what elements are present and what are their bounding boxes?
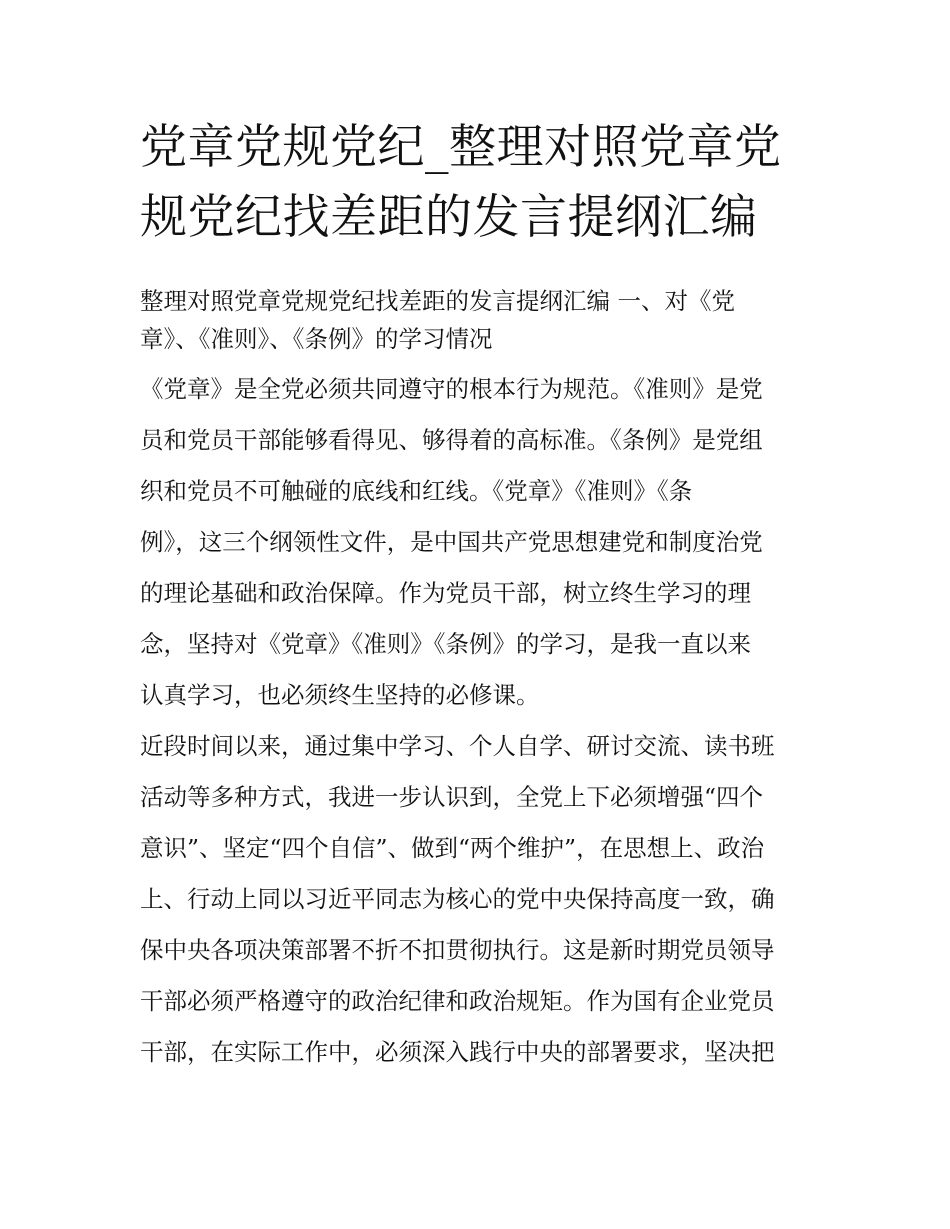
text-line: 意识”、坚定“四个自信”、做到“两个维护”，在思想上、政治: [140, 834, 765, 862]
title-line: 党章党规党纪_整理对照党章党: [140, 120, 782, 175]
document-title: [140, 113, 820, 253]
title-line: 规党纪找差距的发言提纲汇编: [140, 190, 758, 245]
text-line: 《党章》是全党必须共同遵守的根本行为规范。《准则》是党: [140, 375, 763, 403]
text-line: 例》，这三个纲领性文件，是中国共产党思想建党和制度治党: [140, 528, 763, 556]
paragraph-2: [140, 721, 820, 1078]
text-line: 保中央各项决策部署不折不扣贯彻执行。这是新时期党员领导: [140, 936, 775, 964]
intro-paragraph: [140, 282, 820, 358]
text-line: 的理论基础和政治保障。作为党员干部，树立终生学习的理: [140, 579, 751, 607]
text-line: 上、行动上同以习近平同志为核心的党中央保持高度一致，确: [140, 885, 775, 913]
text-line: 念，坚持对《党章》《准则》《条例》的学习，是我一直以来: [140, 630, 751, 658]
text-line: 活动等多种方式，我进一步认识到，全党上下必须增强“四个: [140, 783, 764, 811]
text-line: 干部必须严格遵守的政治纪律和政治规矩。作为国有企业党员: [140, 987, 775, 1015]
text-line: 干部，在实际工作中，必须深入践行中央的部署要求，坚决把: [140, 1038, 775, 1066]
text-line: 织和党员不可触碰的底线和红线。《党章》《准则》《条: [140, 477, 693, 505]
paragraph-1: [140, 364, 820, 721]
text-line: 近段时间以来，通过集中学习、个人自学、研讨交流、读书班: [140, 732, 775, 760]
document-body: [140, 282, 820, 1078]
text-line: 章》、《准则》、《条例》的学习情况: [140, 325, 493, 353]
text-line: 员和党员干部能够看得见、够得着的高标准。《条例》是党组: [140, 426, 763, 454]
text-line: 整理对照党章党规党纪找差距的发言提纲汇编 一、对《党: [140, 287, 735, 315]
text-line: 认真学习，也必须终生坚持的必修课。: [140, 681, 540, 709]
